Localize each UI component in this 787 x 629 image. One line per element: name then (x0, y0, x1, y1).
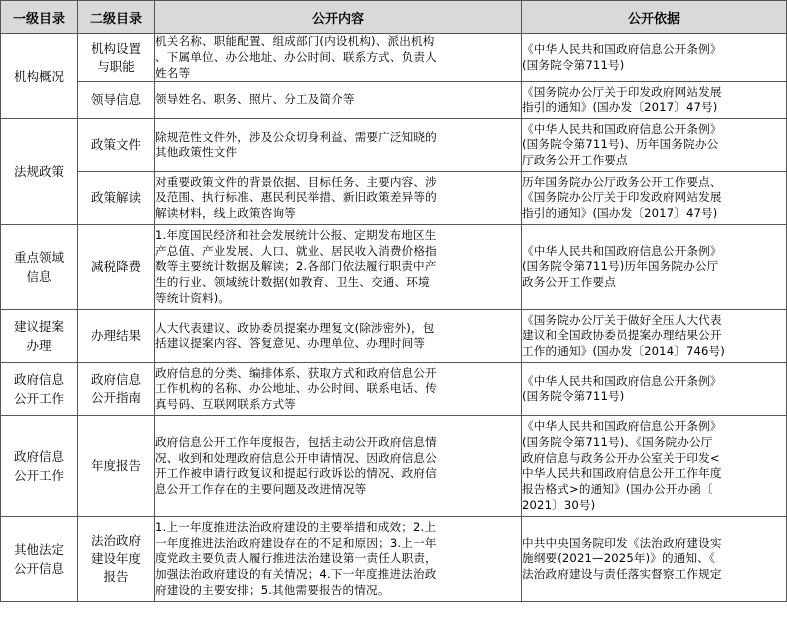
basis-cell: 《中华人民共和国政府信息公开条例》 (国务院令第711号)、《国务院办公厅 政府信息与政务公开办公室关于印发< 中华人民共和国政府信息公开工作年度 报告格式>的通知》(国办公开办函〔 2021〕30号) (522, 416, 787, 517)
content-cell: 机关名称、职能配置、组成部门(内设机构)、派出机构 、下属单位、办公地址、办公时间、联系方式、负责人 姓名等 (155, 34, 522, 82)
basis-cell: 《中华人民共和国政府信息公开条例》 (国务院令第711号)历年国务院办公厅 政务公开工作要点 (522, 225, 787, 310)
table-row (1, 225, 787, 310)
level1-cell: 建议提案 办理 (1, 310, 78, 363)
content-cell: 政府信息公开工作年度报告，包括主动公开政府信息情 况、收到和处理政府信息公开申请情况、因政府信息公 开工作被申请行政复议和提起行政诉讼的情况、政府信 息公开工作存在的主要问题及改进情况等 (155, 416, 522, 517)
table-row (1, 363, 787, 416)
level2-cell: 减税降费 (78, 225, 155, 310)
level2-cell: 领导信息 (78, 82, 155, 119)
basis-cell: 《国务院办公厅关于做好全压人大代表 建议和全国政协委员提案办理结果公开 工作的通知》(国办发〔2014〕746号) (522, 310, 787, 363)
basis-cell: 历年国务院办公厅政务公开工作要点、 《国务院办公厅关于印发政府网站发展 指引的通知》(国办发〔2017〕47号) (522, 172, 787, 225)
header-row (1, 1, 787, 34)
table-row (1, 416, 787, 517)
basis-cell: 中共中央国务院印发《法治政府建设实 施纲要(2021—2025年)》的通知、《 法治政府建设与责任落实督察工作规定 (522, 517, 787, 602)
level1-cell: 政府信息 公开工作 (1, 416, 78, 517)
level2-cell: 政府信息 公开指南 (78, 363, 155, 416)
content-cell: 除规范性文件外，涉及公众切身利益、需要广泛知晓的 其他政策性文件 (155, 119, 522, 172)
level1-cell: 机构概况 (1, 34, 78, 119)
content-cell: 1.上一年度推进法治政府建设的主要举措和成效；2.上 一年度推进法治政府建设存在的不足和原因；3.上一年 度党政主要负责人履行推进法治建设第一责任人职责， 加强法治政府建设的有关情况；4.下一年度推进法治政 府建设的主要安排；5.其他需要报告的情况。 (155, 517, 522, 602)
table-row (1, 82, 787, 119)
content-cell: 对重要政策文件的背景依据、目标任务、主要内容、涉 及范围、执行标准、惠民利民举措、新旧政策差异等的 解读材料，线上政策咨询等 (155, 172, 522, 225)
header-content: 公开内容 (155, 1, 522, 34)
content-cell: 人大代表建议、政协委员提案办理复文(除涉密外)，包 括建议提案内容、答复意见、办理单位、办理时间等 (155, 310, 522, 363)
header-level2: 二级目录 (78, 1, 155, 34)
content-cell: 领导姓名、职务、照片、分工及简介等 (155, 82, 522, 119)
level1-cell: 法规政策 (1, 119, 78, 225)
header-basis: 公开依据 (522, 1, 787, 34)
level2-cell: 机构设置 与职能 (78, 34, 155, 82)
level2-cell: 法治政府 建设年度 报告 (78, 517, 155, 602)
basis-cell: 《国务院办公厅关于印发政府网站发展 指引的通知》(国办发〔2017〕47号) (522, 82, 787, 119)
table-row (1, 34, 787, 82)
level2-cell: 年度报告 (78, 416, 155, 517)
level1-cell: 政府信息 公开工作 (1, 363, 78, 416)
level2-cell: 办理结果 (78, 310, 155, 363)
basis-cell: 《中华人民共和国政府信息公开条例》 (国务院令第711号) (522, 363, 787, 416)
level1-cell: 其他法定 公开信息 (1, 517, 78, 602)
table-row (1, 172, 787, 225)
header-level1: 一级目录 (1, 1, 78, 34)
table-row (1, 517, 787, 602)
level1-cell: 重点领域 信息 (1, 225, 78, 310)
level2-cell: 政策文件 (78, 119, 155, 172)
content-cell: 1.年度国民经济和社会发展统计公报、定期发布地区生 产总值、产业发展、人口、就业、居民收入消费价格指 数等主要统计数据及解读；2.各部门依法履行职责中产 生的行业、领域统计数据(如教育、卫生、交通、环境 等统计资料)。 (155, 225, 522, 310)
table-row (1, 310, 787, 363)
basis-cell: 《中华人民共和国政府信息公开条例》 (国务院令第711号)、历年国务院办公 厅政务公开工作要点 (522, 119, 787, 172)
basis-cell: 《中华人民共和国政府信息公开条例》 (国务院令第711号) (522, 34, 787, 82)
level2-cell: 政策解读 (78, 172, 155, 225)
content-cell: 政府信息的分类、编排体系、获取方式和政府信息公开 工作机构的名称、办公地址、办公时间、联系电话、传 真号码、互联网联系方式等 (155, 363, 522, 416)
table-row (1, 119, 787, 172)
